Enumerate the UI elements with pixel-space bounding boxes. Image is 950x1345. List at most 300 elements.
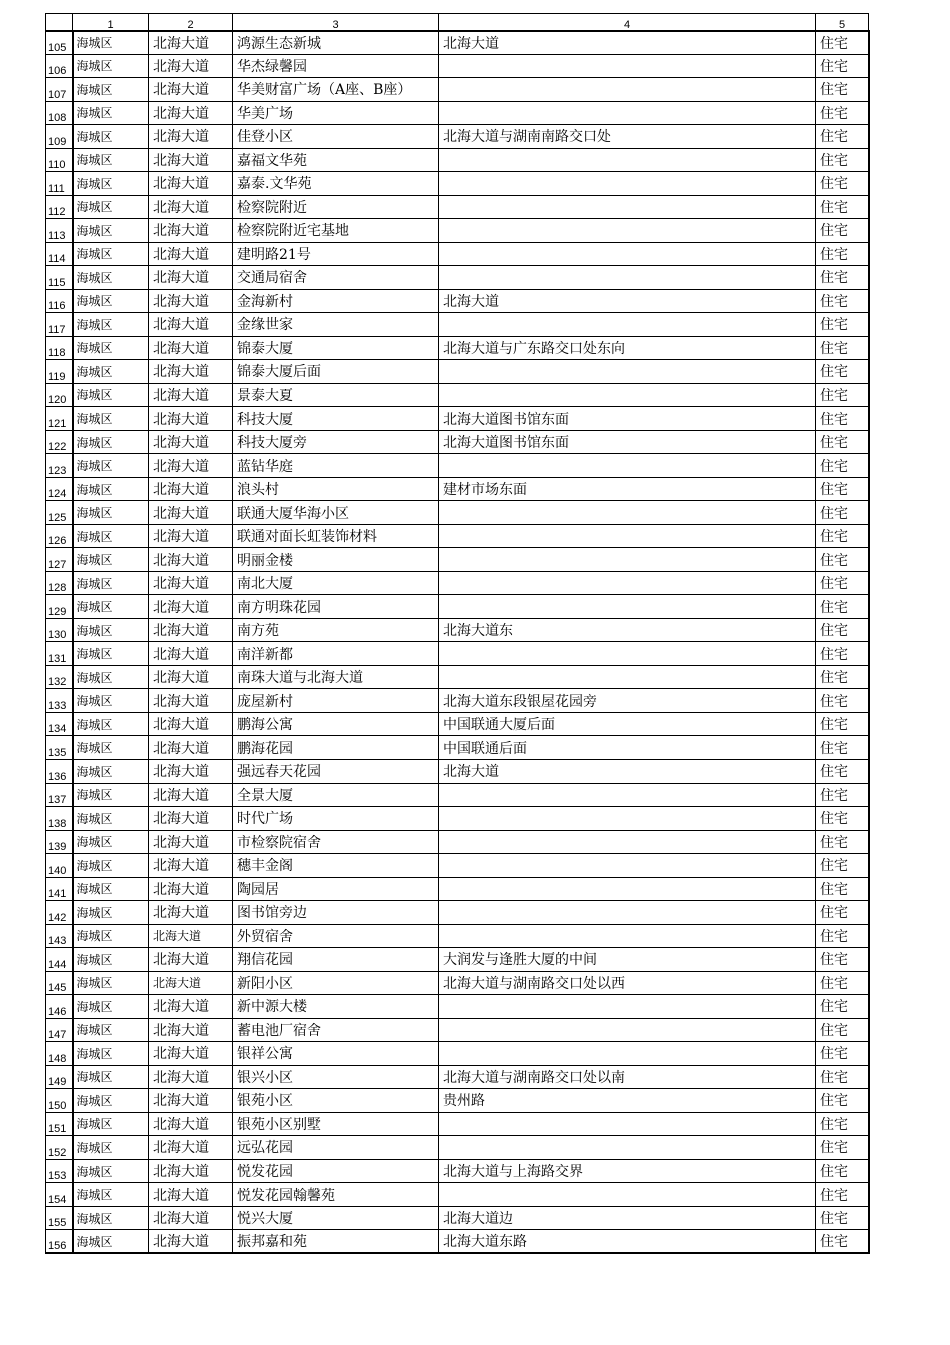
road-cell: 北海大道: [149, 854, 233, 878]
location-cell: 北海大道与湖南南路交口处: [439, 125, 816, 149]
district-cell: 海城区: [73, 854, 149, 878]
row-number: 142: [46, 901, 73, 925]
location-cell: [439, 830, 816, 854]
row-number: 132: [46, 665, 73, 689]
road-cell: 北海大道: [149, 595, 233, 619]
location-cell: [439, 807, 816, 831]
table-row: [46, 524, 869, 548]
name-cell: 蓄电池厂宿舍: [233, 1018, 439, 1042]
location-cell: 建材市场东面: [439, 477, 816, 501]
table-row: [46, 454, 869, 478]
road-cell: 北海大道: [149, 313, 233, 337]
table-row: [46, 948, 869, 972]
district-cell: 海城区: [73, 783, 149, 807]
location-cell: 北海大道: [439, 289, 816, 313]
table-row: [46, 1112, 869, 1136]
district-cell: 海城区: [73, 1136, 149, 1160]
name-cell: 联通对面长虹装饰材料: [233, 524, 439, 548]
row-number: 145: [46, 971, 73, 995]
row-number: 144: [46, 948, 73, 972]
road-cell: 北海大道: [149, 948, 233, 972]
name-cell: 科技大厦: [233, 407, 439, 431]
district-cell: 海城区: [73, 618, 149, 642]
name-cell: 新阳小区: [233, 971, 439, 995]
location-cell: [439, 924, 816, 948]
district-cell: 海城区: [73, 712, 149, 736]
name-cell: 鸿源生态新城: [233, 31, 439, 55]
type-cell: 住宅: [816, 78, 869, 102]
type-cell: 住宅: [816, 689, 869, 713]
district-cell: 海城区: [73, 195, 149, 219]
location-cell: [439, 571, 816, 595]
district-cell: 海城区: [73, 148, 149, 172]
name-cell: 建明路21号: [233, 242, 439, 266]
district-cell: 海城区: [73, 383, 149, 407]
district-cell: 海城区: [73, 1230, 149, 1254]
name-cell: 嘉福文华苑: [233, 148, 439, 172]
name-cell: 银苑小区: [233, 1089, 439, 1113]
district-cell: 海城区: [73, 1206, 149, 1230]
row-number: 153: [46, 1159, 73, 1183]
road-cell: 北海大道: [149, 289, 233, 313]
road-cell: 北海大道: [149, 1230, 233, 1254]
table-row: [46, 807, 869, 831]
location-cell: [439, 1112, 816, 1136]
name-cell: 强远春天花园: [233, 759, 439, 783]
row-number: 112: [46, 195, 73, 219]
column-header-1: 1: [73, 14, 149, 31]
road-cell: 北海大道: [149, 924, 233, 948]
row-number: 156: [46, 1230, 73, 1254]
road-cell: 北海大道: [149, 195, 233, 219]
row-number: 133: [46, 689, 73, 713]
name-cell: 悦发花园: [233, 1159, 439, 1183]
name-cell: 南方苑: [233, 618, 439, 642]
location-cell: [439, 148, 816, 172]
row-number: 152: [46, 1136, 73, 1160]
type-cell: 住宅: [816, 1206, 869, 1230]
table-row: [46, 830, 869, 854]
table-row: [46, 125, 869, 149]
location-cell: [439, 548, 816, 572]
type-cell: 住宅: [816, 618, 869, 642]
location-cell: 北海大道东路: [439, 1230, 816, 1254]
district-cell: 海城区: [73, 759, 149, 783]
district-cell: 海城区: [73, 595, 149, 619]
table-row: [46, 1089, 869, 1113]
type-cell: 住宅: [816, 1136, 869, 1160]
table-row: [46, 618, 869, 642]
district-cell: 海城区: [73, 501, 149, 525]
district-cell: 海城区: [73, 995, 149, 1019]
name-cell: 南珠大道与北海大道: [233, 665, 439, 689]
road-cell: 北海大道: [149, 689, 233, 713]
row-number: 116: [46, 289, 73, 313]
location-cell: 北海大道图书馆东面: [439, 430, 816, 454]
road-cell: 北海大道: [149, 1018, 233, 1042]
district-cell: 海城区: [73, 172, 149, 196]
name-cell: 鹏海公寓: [233, 712, 439, 736]
district-cell: 海城区: [73, 642, 149, 666]
row-number: 149: [46, 1065, 73, 1089]
name-cell: 检察院附近: [233, 195, 439, 219]
type-cell: 住宅: [816, 1230, 869, 1254]
name-cell: 浪头村: [233, 477, 439, 501]
location-cell: [439, 195, 816, 219]
row-number: 138: [46, 807, 73, 831]
name-cell: 新中源大楼: [233, 995, 439, 1019]
row-number: 121: [46, 407, 73, 431]
type-cell: 住宅: [816, 125, 869, 149]
road-cell: 北海大道: [149, 407, 233, 431]
name-cell: 锦泰大厦: [233, 336, 439, 360]
road-cell: 北海大道: [149, 1089, 233, 1113]
table-row: [46, 642, 869, 666]
type-cell: 住宅: [816, 971, 869, 995]
road-cell: 北海大道: [149, 971, 233, 995]
road-cell: 北海大道: [149, 712, 233, 736]
location-cell: 中国联通大厦后面: [439, 712, 816, 736]
location-cell: [439, 454, 816, 478]
name-cell: 银祥公寓: [233, 1042, 439, 1066]
row-number: 120: [46, 383, 73, 407]
name-cell: 佳登小区: [233, 125, 439, 149]
table-row: [46, 336, 869, 360]
road-cell: 北海大道: [149, 618, 233, 642]
name-cell: 悦兴大厦: [233, 1206, 439, 1230]
name-cell: 穗丰金阁: [233, 854, 439, 878]
district-cell: 海城区: [73, 971, 149, 995]
road-cell: 北海大道: [149, 807, 233, 831]
district-cell: 海城区: [73, 266, 149, 290]
corner-cell: [46, 14, 73, 31]
table-row: [46, 148, 869, 172]
type-cell: 住宅: [816, 336, 869, 360]
district-cell: 海城区: [73, 948, 149, 972]
road-cell: 北海大道: [149, 1136, 233, 1160]
location-cell: [439, 642, 816, 666]
road-cell: 北海大道: [149, 148, 233, 172]
district-cell: 海城区: [73, 1065, 149, 1089]
type-cell: 住宅: [816, 289, 869, 313]
location-cell: [439, 54, 816, 78]
road-cell: 北海大道: [149, 54, 233, 78]
row-number: 140: [46, 854, 73, 878]
type-cell: 住宅: [816, 383, 869, 407]
road-cell: 北海大道: [149, 901, 233, 925]
road-cell: 北海大道: [149, 1183, 233, 1207]
district-cell: 海城区: [73, 524, 149, 548]
table-row: [46, 901, 869, 925]
name-cell: 陶园居: [233, 877, 439, 901]
location-cell: [439, 219, 816, 243]
column-header-4: 4: [439, 14, 816, 31]
type-cell: 住宅: [816, 148, 869, 172]
row-number: 105: [46, 31, 73, 55]
road-cell: 北海大道: [149, 1159, 233, 1183]
location-cell: [439, 501, 816, 525]
name-cell: 华美财富广场（A座、B座）: [233, 78, 439, 102]
road-cell: 北海大道: [149, 571, 233, 595]
road-cell: 北海大道: [149, 1206, 233, 1230]
row-number: 128: [46, 571, 73, 595]
name-cell: 翔信花园: [233, 948, 439, 972]
district-cell: 海城区: [73, 548, 149, 572]
type-cell: 住宅: [816, 1159, 869, 1183]
road-cell: 北海大道: [149, 219, 233, 243]
name-cell: 景泰大夏: [233, 383, 439, 407]
district-cell: 海城区: [73, 336, 149, 360]
type-cell: 住宅: [816, 995, 869, 1019]
type-cell: 住宅: [816, 195, 869, 219]
table-row: [46, 78, 869, 102]
type-cell: 住宅: [816, 642, 869, 666]
location-cell: [439, 665, 816, 689]
name-cell: 图书馆旁边: [233, 901, 439, 925]
road-cell: 北海大道: [149, 336, 233, 360]
road-cell: 北海大道: [149, 783, 233, 807]
location-cell: 北海大道图书馆东面: [439, 407, 816, 431]
district-cell: 海城区: [73, 571, 149, 595]
row-number: 129: [46, 595, 73, 619]
road-cell: 北海大道: [149, 736, 233, 760]
type-cell: 住宅: [816, 712, 869, 736]
district-cell: 海城区: [73, 31, 149, 55]
district-cell: 海城区: [73, 242, 149, 266]
name-cell: 悦发花园翰馨苑: [233, 1183, 439, 1207]
location-cell: [439, 1136, 816, 1160]
table-row: [46, 854, 869, 878]
row-number: 113: [46, 219, 73, 243]
table-row: [46, 877, 869, 901]
location-cell: 北海大道与湖南路交口处以南: [439, 1065, 816, 1089]
type-cell: 住宅: [816, 830, 869, 854]
road-cell: 北海大道: [149, 360, 233, 384]
type-cell: 住宅: [816, 1112, 869, 1136]
type-cell: 住宅: [816, 783, 869, 807]
table-row: [46, 1065, 869, 1089]
type-cell: 住宅: [816, 807, 869, 831]
district-cell: 海城区: [73, 430, 149, 454]
district-cell: 海城区: [73, 830, 149, 854]
table-row: [46, 195, 869, 219]
district-cell: 海城区: [73, 736, 149, 760]
row-number: 123: [46, 454, 73, 478]
row-number: 109: [46, 125, 73, 149]
road-cell: 北海大道: [149, 172, 233, 196]
name-cell: 金缘世家: [233, 313, 439, 337]
name-cell: 庞屋新村: [233, 689, 439, 713]
column-header-2: 2: [149, 14, 233, 31]
table-row: [46, 31, 869, 55]
type-cell: 住宅: [816, 242, 869, 266]
location-cell: [439, 901, 816, 925]
row-number: 125: [46, 501, 73, 525]
table-row: [46, 736, 869, 760]
road-cell: 北海大道: [149, 383, 233, 407]
type-cell: 住宅: [816, 1018, 869, 1042]
table-row: [46, 712, 869, 736]
type-cell: 住宅: [816, 736, 869, 760]
location-cell: 北海大道与上海路交界: [439, 1159, 816, 1183]
name-cell: 振邦嘉和苑: [233, 1230, 439, 1254]
district-cell: 海城区: [73, 924, 149, 948]
name-cell: 南方明珠花园: [233, 595, 439, 619]
name-cell: 外贸宿舍: [233, 924, 439, 948]
location-cell: [439, 383, 816, 407]
table-row: [46, 1206, 869, 1230]
road-cell: 北海大道: [149, 830, 233, 854]
row-number: 111: [46, 172, 73, 196]
name-cell: 华杰绿馨园: [233, 54, 439, 78]
district-cell: 海城区: [73, 901, 149, 925]
location-cell: [439, 595, 816, 619]
table-row: [46, 689, 869, 713]
table-row: [46, 501, 869, 525]
type-cell: 住宅: [816, 571, 869, 595]
location-cell: 北海大道东段银屋花园旁: [439, 689, 816, 713]
type-cell: 住宅: [816, 854, 869, 878]
location-cell: 北海大道东: [439, 618, 816, 642]
road-cell: 北海大道: [149, 31, 233, 55]
row-number: 146: [46, 995, 73, 1019]
row-number: 148: [46, 1042, 73, 1066]
name-cell: 银兴小区: [233, 1065, 439, 1089]
road-cell: 北海大道: [149, 759, 233, 783]
table-row: [46, 266, 869, 290]
table-row: [46, 407, 869, 431]
name-cell: 远弘花园: [233, 1136, 439, 1160]
location-cell: [439, 877, 816, 901]
row-number: 131: [46, 642, 73, 666]
table-row: [46, 665, 869, 689]
table-row: [46, 383, 869, 407]
road-cell: 北海大道: [149, 454, 233, 478]
row-number: 119: [46, 360, 73, 384]
district-cell: 海城区: [73, 289, 149, 313]
table-row: [46, 971, 869, 995]
name-cell: 明丽金楼: [233, 548, 439, 572]
row-number: 106: [46, 54, 73, 78]
road-cell: 北海大道: [149, 266, 233, 290]
table-row: [46, 1136, 869, 1160]
row-number: 139: [46, 830, 73, 854]
district-cell: 海城区: [73, 689, 149, 713]
road-cell: 北海大道: [149, 665, 233, 689]
row-number: 150: [46, 1089, 73, 1113]
row-number: 141: [46, 877, 73, 901]
name-cell: 全景大厦: [233, 783, 439, 807]
road-cell: 北海大道: [149, 101, 233, 125]
location-cell: [439, 1042, 816, 1066]
road-cell: 北海大道: [149, 242, 233, 266]
type-cell: 住宅: [816, 1042, 869, 1066]
table-row: [46, 360, 869, 384]
name-cell: 南洋新都: [233, 642, 439, 666]
table-row: [46, 1159, 869, 1183]
row-number: 155: [46, 1206, 73, 1230]
row-number: 124: [46, 477, 73, 501]
table-row: [46, 1230, 869, 1254]
district-cell: 海城区: [73, 101, 149, 125]
row-number: 108: [46, 101, 73, 125]
road-cell: 北海大道: [149, 877, 233, 901]
type-cell: 住宅: [816, 759, 869, 783]
row-number: 107: [46, 78, 73, 102]
location-cell: [439, 783, 816, 807]
table-row: [46, 54, 869, 78]
location-cell: 北海大道: [439, 31, 816, 55]
row-number: 135: [46, 736, 73, 760]
type-cell: 住宅: [816, 665, 869, 689]
type-cell: 住宅: [816, 266, 869, 290]
location-cell: 北海大道与湖南路交口处以西: [439, 971, 816, 995]
road-cell: 北海大道: [149, 642, 233, 666]
type-cell: 住宅: [816, 595, 869, 619]
type-cell: 住宅: [816, 524, 869, 548]
row-number: 114: [46, 242, 73, 266]
location-cell: 大润发与逢胜大厦的中间: [439, 948, 816, 972]
type-cell: 住宅: [816, 430, 869, 454]
location-cell: [439, 1018, 816, 1042]
row-number: 134: [46, 712, 73, 736]
location-cell: [439, 242, 816, 266]
table-row: [46, 783, 869, 807]
row-number: 115: [46, 266, 73, 290]
type-cell: 住宅: [816, 548, 869, 572]
table-row: [46, 313, 869, 337]
name-cell: 科技大厦旁: [233, 430, 439, 454]
road-cell: 北海大道: [149, 430, 233, 454]
column-header-3: 3: [233, 14, 439, 31]
district-cell: 海城区: [73, 877, 149, 901]
table-row: [46, 477, 869, 501]
location-cell: [439, 524, 816, 548]
row-number: 143: [46, 924, 73, 948]
type-cell: 住宅: [816, 901, 869, 925]
type-cell: 住宅: [816, 407, 869, 431]
location-cell: [439, 995, 816, 1019]
name-cell: 鹏海花园: [233, 736, 439, 760]
type-cell: 住宅: [816, 219, 869, 243]
row-number: 154: [46, 1183, 73, 1207]
table-row: [46, 1183, 869, 1207]
table-row: [46, 759, 869, 783]
table-row: [46, 289, 869, 313]
district-cell: 海城区: [73, 665, 149, 689]
row-number: 117: [46, 313, 73, 337]
name-cell: 检察院附近宅基地: [233, 219, 439, 243]
name-cell: 华美广场: [233, 101, 439, 125]
road-cell: 北海大道: [149, 1042, 233, 1066]
location-cell: [439, 854, 816, 878]
type-cell: 住宅: [816, 948, 869, 972]
type-cell: 住宅: [816, 1065, 869, 1089]
row-number: 151: [46, 1112, 73, 1136]
name-cell: 联通大厦华海小区: [233, 501, 439, 525]
type-cell: 住宅: [816, 313, 869, 337]
column-header-5: 5: [816, 14, 869, 31]
name-cell: 锦泰大厦后面: [233, 360, 439, 384]
district-cell: 海城区: [73, 1042, 149, 1066]
district-cell: 海城区: [73, 360, 149, 384]
location-cell: [439, 266, 816, 290]
district-cell: 海城区: [73, 454, 149, 478]
location-cell: [439, 101, 816, 125]
type-cell: 住宅: [816, 101, 869, 125]
name-cell: 金海新村: [233, 289, 439, 313]
district-cell: 海城区: [73, 1159, 149, 1183]
